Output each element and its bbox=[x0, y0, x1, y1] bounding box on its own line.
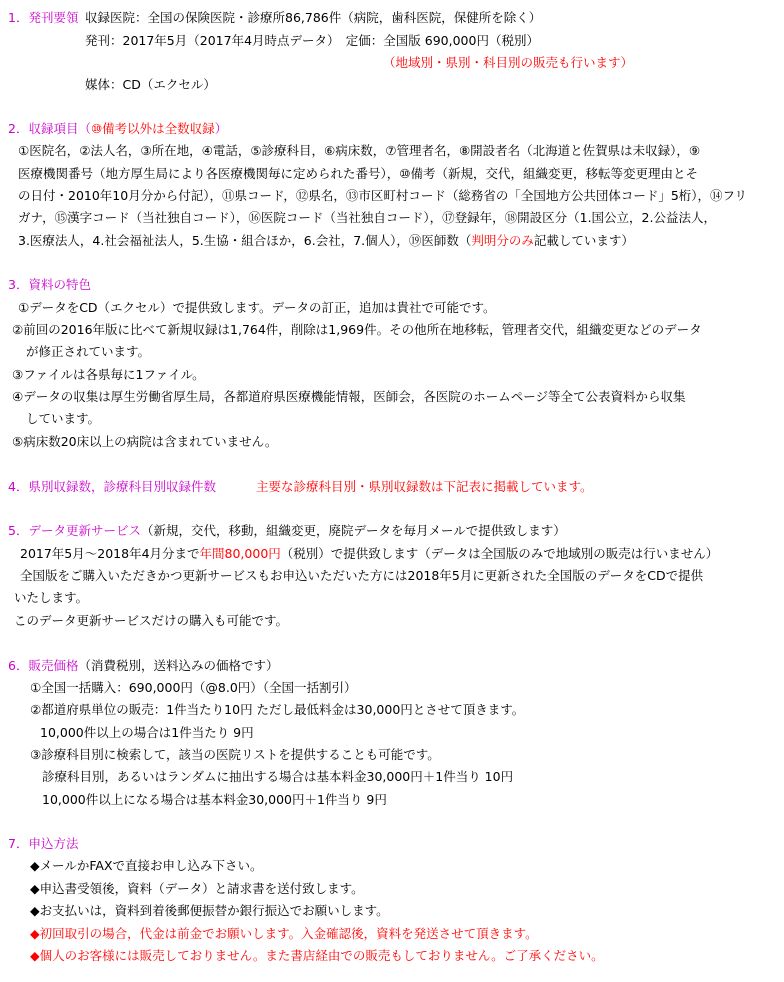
fields-line: ガナ，⑮漢字コード（当社独自コード），⑯医院コード（当社独自コード），⑰登録年，⑱開設区分（1.国公立，2.公益法人， bbox=[18, 210, 716, 225]
fields-line: 医療機関番号（地方厚生局により各医療機関毎に定められた番号），⑩備考（新規，交代，組織変更，移転等変更理由とそ bbox=[18, 166, 698, 181]
section-4-heading: 4．県別収録数，診療科目別収録件数 bbox=[8, 479, 216, 494]
update-service-line: いたします。 bbox=[14, 590, 89, 605]
fields-line: の日付・2010年10月分から付記），⑪県コード，⑫県名，⑬市区町村コード（総務省の「全国地方公共団体コード」5桁），⑭フリ bbox=[18, 188, 748, 203]
price-line: 診療科目別，あるいはランダムに抽出する場合は基本料金30,000円＋1件当り 10円 bbox=[42, 769, 514, 784]
feature-line: ②前回の2016年版に比べて新規収録は1,764件，削除は1,969件。その他所在地移転，管理者交代，組織変更などのデータ bbox=[12, 322, 702, 337]
section-7-heading: 7．申込方法 bbox=[8, 836, 79, 851]
table-note: 主要な診療科目別・県別収録数は下記表に掲載しています。 bbox=[256, 479, 593, 494]
price-line: 10,000件以上の場合は1件当たり 9円 bbox=[40, 725, 254, 740]
section-5-heading: 5．データ更新サービス（新規，交代，移動，組織変更，廃院データを毎月メールで提供致します） bbox=[8, 523, 566, 538]
feature-line: が修正されています。 bbox=[26, 344, 151, 359]
issue-and-price: 発刊：2017年5月（2017年4月時点データ） 定価：全国版 690,000円（税別） bbox=[85, 33, 539, 48]
feature-line: ④データの収集は厚生労働省厚生局，各都道府県医療機能情報，医師会，各医院のホームページ等全て公表資料から収集 bbox=[12, 389, 686, 404]
feature-line: しています。 bbox=[26, 411, 101, 426]
fields-line: 3.医療法人，4.社会福祉法人，5.生協・組合ほか，6.会社，7.個人），⑲医師数（判明分のみ記載しています） bbox=[18, 233, 634, 248]
regional-sales-note: （地域別・県別・科目別の販売も行います） bbox=[383, 55, 634, 70]
price-line: 10,000件以上になる場合は基本料金30,000円＋1件当り 9円 bbox=[42, 792, 387, 807]
media-format: 媒体：CD（エクセル） bbox=[85, 77, 216, 92]
application-step: ◆申込書受領後，資料（データ）と請求書を送付致します。 bbox=[30, 881, 364, 896]
no-individual-sales-notice: ◆個人のお客様には販売しておりません。また書店経由での販売もしておりません。ご了承ください。 bbox=[30, 948, 604, 963]
application-step: ◆お支払いは，資料到着後郵便振替か銀行振込でお願いします。 bbox=[30, 903, 389, 918]
prepayment-notice: ◆初回取引の場合，代金は前金でお願いします。入金確認後，資料を発送させて頂きます。 bbox=[30, 926, 538, 941]
section-3-heading: 3．資料の特色 bbox=[8, 277, 91, 292]
section-1-heading: 1．発刊要領 bbox=[8, 10, 79, 25]
price-line: ③診療科目別に検索して，該当の医院リストを提供することも可能です。 bbox=[30, 747, 440, 762]
update-service-line: 全国版をご購入いただきかつ更新サービスもお申込いただいた方には2018年5月に更新された全国版のデータをCDで提供 bbox=[20, 568, 704, 583]
update-service-line: このデータ更新サービスだけの購入も可能です。 bbox=[14, 613, 289, 628]
feature-line: ⑤病床数20床以上の病院は含まれていません。 bbox=[12, 434, 278, 449]
section-2-heading: 2．収録項目（⑩備考以外は全数収録） bbox=[8, 121, 228, 136]
fields-line: ①医院名，②法人名，③所在地，④電話，⑤診療科目，⑥病床数，⑦管理者名，⑧開設者名（北海道と佐賀県は未収録），⑨ bbox=[18, 143, 701, 158]
collection-scope: 収録医院：全国の保険医院・診療所86,786件（病院，歯科医院，保健所を除く） bbox=[85, 10, 542, 25]
section-6-heading: 6．販売価格（消費税別，送料込みの価格です） bbox=[8, 658, 279, 673]
update-service-price: 2017年5月～2018年4月分まで年間80,000円（税別）で提供致します（データは全国版のみで地域別の販売は行いません） bbox=[20, 546, 719, 561]
price-line: ②都道府県単位の販売：1件当たり10円 ただし最低料金は30,000円とさせて頂きます。 bbox=[30, 702, 525, 717]
application-step: ◆メールかFAXで直接お申し込み下さい。 bbox=[30, 858, 263, 873]
feature-line: ①データをCD（エクセル）で提供致します。データの訂正，追加は貴社で可能です。 bbox=[18, 300, 496, 315]
price-line: ①全国一括購入：690,000円（@8.0円）（全国一括割引） bbox=[30, 680, 357, 695]
feature-line: ③ファイルは各県毎に1ファイル。 bbox=[12, 367, 205, 382]
